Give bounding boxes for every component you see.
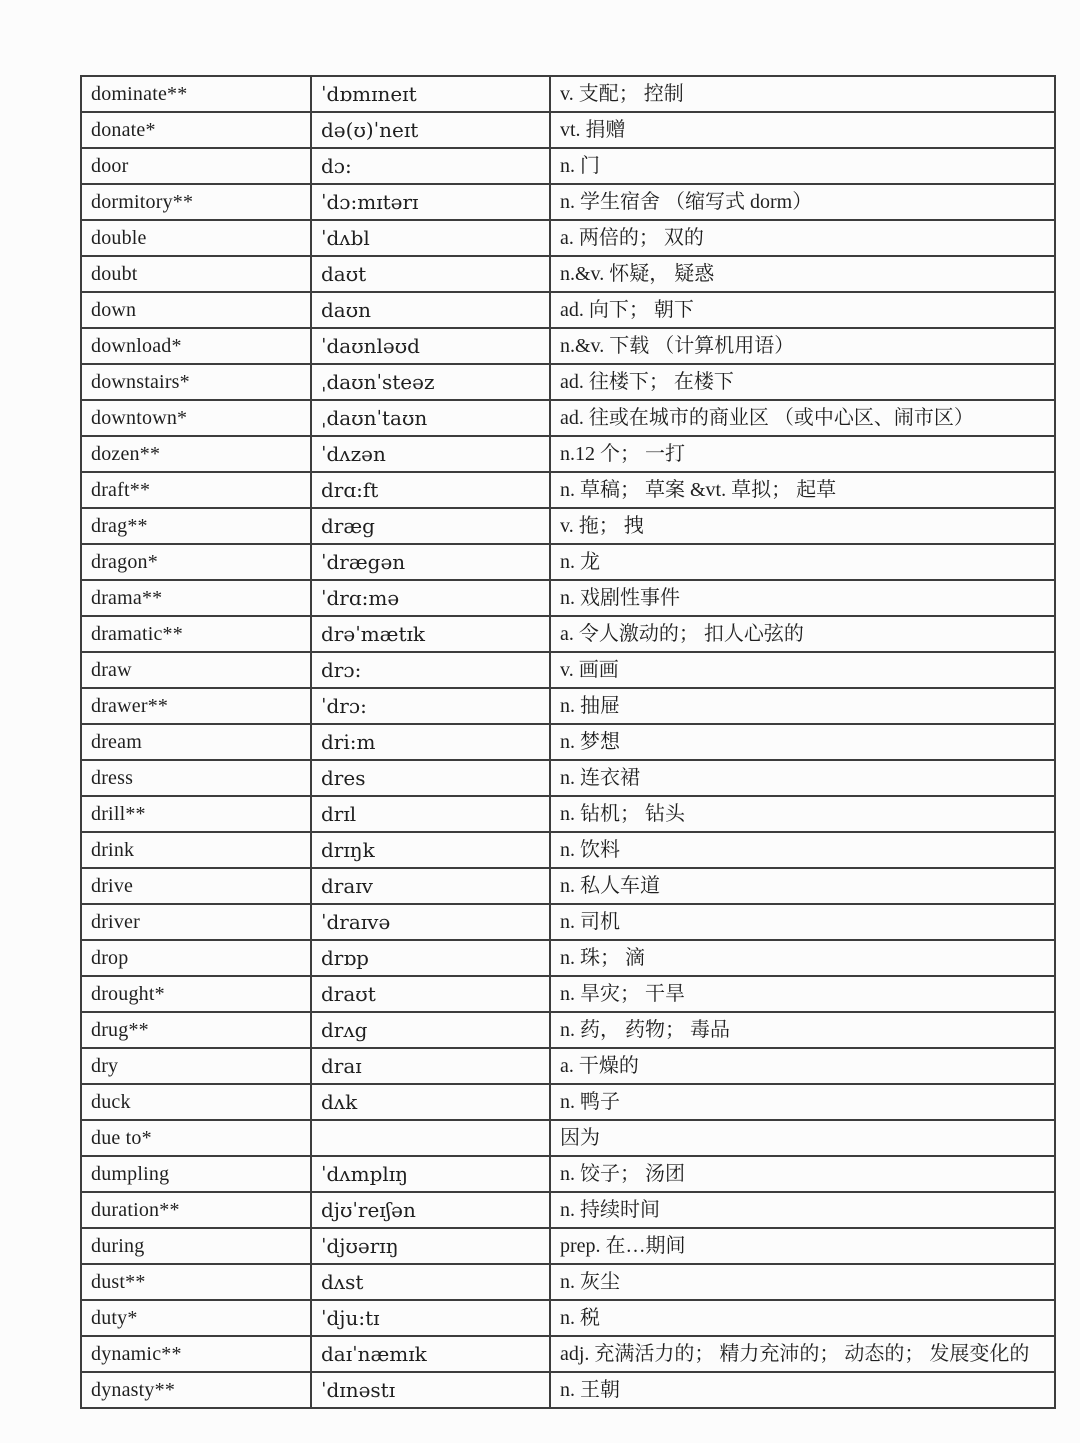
ipa-cell: drɪl	[311, 796, 550, 832]
table-row	[81, 436, 1055, 472]
word-cell: dumpling	[81, 1156, 311, 1192]
definition-cell: n. 饺子； 汤团	[550, 1156, 1055, 1192]
ipa-cell: ˈdɔ:mɪtərɪ	[311, 184, 550, 220]
table-row	[81, 256, 1055, 292]
definition-cell: n. 私人车道	[550, 868, 1055, 904]
definition-cell: ad. 向下； 朝下	[550, 292, 1055, 328]
definition-cell: v. 拖； 拽	[550, 508, 1055, 544]
definition-cell: n. 门	[550, 148, 1055, 184]
word-cell: drive	[81, 868, 311, 904]
ipa-cell: ˌdaʊnˈsteəz	[311, 364, 550, 400]
table-row	[81, 832, 1055, 868]
table-row	[81, 1048, 1055, 1084]
word-cell: down	[81, 292, 311, 328]
definition-cell: n. 药， 药物； 毒品	[550, 1012, 1055, 1048]
ipa-cell: draɪ	[311, 1048, 550, 1084]
table-row	[81, 184, 1055, 220]
word-cell: download*	[81, 328, 311, 364]
definition-cell: n. 抽屉	[550, 688, 1055, 724]
word-cell: dry	[81, 1048, 311, 1084]
definition-cell: prep. 在…期间	[550, 1228, 1055, 1264]
table-row	[81, 1300, 1055, 1336]
word-cell: drag**	[81, 508, 311, 544]
word-cell: drug**	[81, 1012, 311, 1048]
ipa-cell: dres	[311, 760, 550, 796]
word-cell: drink	[81, 832, 311, 868]
table-row	[81, 796, 1055, 832]
table-row	[81, 148, 1055, 184]
table-row	[81, 580, 1055, 616]
ipa-cell: daɪˈnæmɪk	[311, 1336, 550, 1372]
ipa-cell: ˈdʌbl	[311, 220, 550, 256]
definition-cell: n. 鸭子	[550, 1084, 1055, 1120]
word-cell: draw	[81, 652, 311, 688]
ipa-cell: dʌst	[311, 1264, 550, 1300]
word-cell: drop	[81, 940, 311, 976]
word-cell: drill**	[81, 796, 311, 832]
table-row	[81, 76, 1055, 112]
word-cell: during	[81, 1228, 311, 1264]
word-cell: drought*	[81, 976, 311, 1012]
ipa-cell: drʌg	[311, 1012, 550, 1048]
table-row	[81, 1156, 1055, 1192]
definition-cell: n. 持续时间	[550, 1192, 1055, 1228]
table-row	[81, 724, 1055, 760]
definition-cell: a. 两倍的； 双的	[550, 220, 1055, 256]
ipa-cell: ˈdɪnəstɪ	[311, 1372, 550, 1408]
ipa-cell: dɔ:	[311, 148, 550, 184]
definition-cell: v. 支配； 控制	[550, 76, 1055, 112]
word-cell: downtown*	[81, 400, 311, 436]
definition-cell: n. 龙	[550, 544, 1055, 580]
ipa-cell: dʌk	[311, 1084, 550, 1120]
ipa-cell: ˈdʌmplɪŋ	[311, 1156, 550, 1192]
table-row	[81, 868, 1055, 904]
word-cell: dragon*	[81, 544, 311, 580]
definition-cell: vt. 捐赠	[550, 112, 1055, 148]
word-cell: duty*	[81, 1300, 311, 1336]
definition-cell: n. 饮料	[550, 832, 1055, 868]
word-cell: draft**	[81, 472, 311, 508]
definition-cell: n. 税	[550, 1300, 1055, 1336]
table-row	[81, 328, 1055, 364]
ipa-cell: drəˈmætɪk	[311, 616, 550, 652]
ipa-cell: ˌdaʊnˈtaʊn	[311, 400, 550, 436]
table-row	[81, 904, 1055, 940]
table-body	[81, 76, 1055, 1408]
definition-cell: n. 钻机； 钻头	[550, 796, 1055, 832]
definition-cell: n.&v. 下载 （计算机用语）	[550, 328, 1055, 364]
ipa-cell: ˈdʌzən	[311, 436, 550, 472]
definition-cell: a. 令人激动的； 扣人心弦的	[550, 616, 1055, 652]
table-row	[81, 652, 1055, 688]
word-cell: dust**	[81, 1264, 311, 1300]
ipa-cell: ˈdrægən	[311, 544, 550, 580]
word-cell: dress	[81, 760, 311, 796]
table-row	[81, 364, 1055, 400]
ipa-cell: draʊt	[311, 976, 550, 1012]
table-row	[81, 616, 1055, 652]
word-cell: doubt	[81, 256, 311, 292]
definition-cell: n. 梦想	[550, 724, 1055, 760]
definition-cell: n.12 个； 一打	[550, 436, 1055, 472]
ipa-cell: drɪŋk	[311, 832, 550, 868]
ipa-cell: draɪv	[311, 868, 550, 904]
definition-cell: n.&v. 怀疑， 疑惑	[550, 256, 1055, 292]
definition-cell: n. 戏剧性事件	[550, 580, 1055, 616]
ipa-cell: ˈdaʊnləʊd	[311, 328, 550, 364]
table-row	[81, 544, 1055, 580]
table-row	[81, 508, 1055, 544]
table-row	[81, 1084, 1055, 1120]
word-cell: dramatic**	[81, 616, 311, 652]
ipa-cell: dri:m	[311, 724, 550, 760]
word-cell: door	[81, 148, 311, 184]
definition-cell: a. 干燥的	[550, 1048, 1055, 1084]
word-cell: duration**	[81, 1192, 311, 1228]
table-row	[81, 1264, 1055, 1300]
ipa-cell: daʊt	[311, 256, 550, 292]
table-row	[81, 976, 1055, 1012]
ipa-cell: drɑ:ft	[311, 472, 550, 508]
word-cell: double	[81, 220, 311, 256]
ipa-cell: drɒp	[311, 940, 550, 976]
definition-cell: ad. 往或在城市的商业区 （或中心区、闹市区）	[550, 400, 1055, 436]
definition-cell: n. 学生宿舍 （缩写式 dorm）	[550, 184, 1055, 220]
ipa-cell: ˈdraɪvə	[311, 904, 550, 940]
definition-cell: n. 旱灾； 干旱	[550, 976, 1055, 1012]
definition-cell: n. 灰尘	[550, 1264, 1055, 1300]
table-row	[81, 1192, 1055, 1228]
ipa-cell: daʊn	[311, 292, 550, 328]
table-row	[81, 760, 1055, 796]
definition-cell: n. 珠； 滴	[550, 940, 1055, 976]
ipa-cell: ˈdrɑ:mə	[311, 580, 550, 616]
definition-cell: 因为	[550, 1120, 1055, 1156]
word-cell: drawer**	[81, 688, 311, 724]
definition-cell: n. 王朝	[550, 1372, 1055, 1408]
word-cell: dream	[81, 724, 311, 760]
word-cell: due to*	[81, 1120, 311, 1156]
ipa-cell: ˈdju:tɪ	[311, 1300, 550, 1336]
definition-cell: n. 连衣裙	[550, 760, 1055, 796]
word-cell: driver	[81, 904, 311, 940]
table-row	[81, 400, 1055, 436]
table-row	[81, 1372, 1055, 1408]
ipa-cell: ˈdrɔ:	[311, 688, 550, 724]
word-cell: dynamic**	[81, 1336, 311, 1372]
ipa-cell	[311, 1120, 550, 1156]
vocabulary-table	[80, 75, 1056, 1409]
definition-cell: n. 草稿； 草案 &vt. 草拟； 起草	[550, 472, 1055, 508]
table-row	[81, 1120, 1055, 1156]
word-cell: downstairs*	[81, 364, 311, 400]
definition-cell: adj. 充满活力的； 精力充沛的； 动态的； 发展变化的	[550, 1336, 1055, 1372]
word-cell: drama**	[81, 580, 311, 616]
word-cell: donate*	[81, 112, 311, 148]
word-cell: dominate**	[81, 76, 311, 112]
table-row	[81, 292, 1055, 328]
table-row	[81, 688, 1055, 724]
word-cell: dynasty**	[81, 1372, 311, 1408]
table-row	[81, 1228, 1055, 1264]
ipa-cell: drɔ:	[311, 652, 550, 688]
ipa-cell: dræg	[311, 508, 550, 544]
word-cell: duck	[81, 1084, 311, 1120]
definition-cell: ad. 往楼下； 在楼下	[550, 364, 1055, 400]
ipa-cell: djʊˈreɪʃən	[311, 1192, 550, 1228]
ipa-cell: ˈdɒmɪneɪt	[311, 76, 550, 112]
word-cell: dozen**	[81, 436, 311, 472]
table-row	[81, 1336, 1055, 1372]
definition-cell: v. 画画	[550, 652, 1055, 688]
table-row	[81, 940, 1055, 976]
word-cell: dormitory**	[81, 184, 311, 220]
table-row	[81, 220, 1055, 256]
definition-cell: n. 司机	[550, 904, 1055, 940]
ipa-cell: ˈdjʊərɪŋ	[311, 1228, 550, 1264]
ipa-cell: də(ʊ)ˈneɪt	[311, 112, 550, 148]
table-row	[81, 1012, 1055, 1048]
table-row	[81, 472, 1055, 508]
table-row	[81, 112, 1055, 148]
